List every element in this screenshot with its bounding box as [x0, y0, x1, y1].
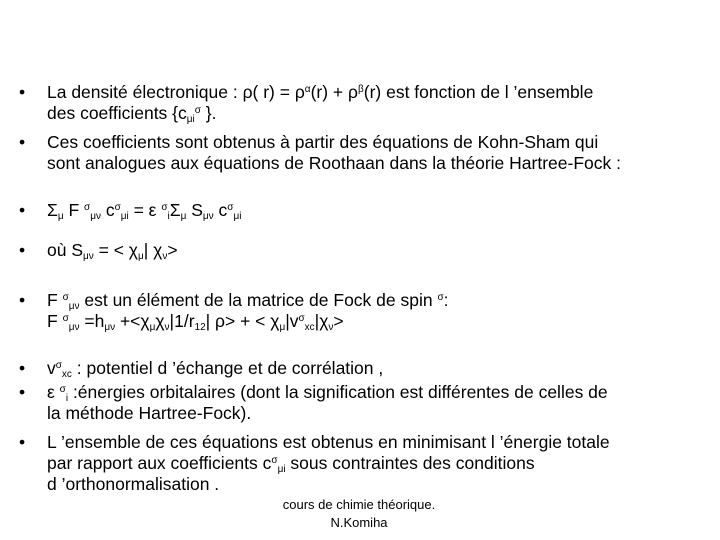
- superscript: σ: [62, 313, 69, 324]
- bullet-marker: •: [19, 432, 26, 452]
- subscript: i: [167, 211, 170, 222]
- subscript: μ: [279, 322, 286, 333]
- subscript: μ: [137, 251, 144, 262]
- bullet-marker: •: [19, 200, 26, 220]
- superscript: σ: [55, 360, 62, 371]
- text-line: $\Sigma_\mu$ F $^\sigma_{\mu\nu}$ $c^\sigma_{\mu i} = \varepsilon$ $^\sigma_i\Sigma_\mu$ $S_{\mu\nu}$ $c^\sigma_{\mu i}$: [47, 200, 242, 222]
- bullet-marker: •: [19, 358, 26, 378]
- bullet-marker: •: [19, 240, 26, 260]
- text-line: $v^\sigma_{xc}$ : potentiel d ’échange et de corrélation ,: [47, 358, 384, 380]
- subscript: μi: [186, 114, 195, 125]
- text-line: Ces coefficients sont obtenus à partir des équations de Kohn-Sham qui: [47, 132, 599, 152]
- subscript: 12: [194, 322, 206, 333]
- bullet-marker: •: [19, 132, 26, 152]
- bullet-marker: •: [19, 290, 26, 310]
- text-line: des coefficients {$c_{\mu i}^\sigma$ }.: [47, 103, 217, 125]
- superscript: σ: [161, 202, 168, 213]
- superscript: σ: [194, 105, 201, 116]
- text-line: par rapport aux coefficients $c^\sigma_{\mu i}$ sous contraintes des conditions: [47, 453, 535, 475]
- bullet-text: [47, 358, 383, 379]
- subscript: μν: [68, 301, 80, 312]
- footer-course: cours de chimie théorique.: [282, 497, 436, 512]
- subscript: μν: [68, 322, 80, 333]
- subscript: ν: [162, 251, 168, 262]
- bullet-text: [47, 82, 593, 124]
- subscript: i: [65, 393, 69, 404]
- superscript: σ: [62, 292, 69, 303]
- subscript: μν: [90, 211, 101, 222]
- text-line: F $^\sigma_{\mu\nu} =h_{\mu\nu} +<\chi_\mu\chi_\nu|1/r_{12}|$ ρ> + < $\chi_\mu|v^\sigma_{xc}|\chi_\nu>$: [47, 311, 344, 333]
- bullet-text: [47, 200, 241, 221]
- text-line: sont analogues aux équations de Roothaan dans la théorie Hartree-Fock :: [47, 153, 621, 173]
- text-line: F $^\sigma_{\mu\nu}$ est un élément de la matrice de Fock de spin $^\sigma$:: [47, 290, 449, 312]
- bullet-text: [47, 132, 621, 174]
- text-line: où $S_{\mu\nu}$ = < $\chi_\mu|$ $\chi_\nu>$: [47, 240, 178, 262]
- footer-author: N.Komiha: [330, 515, 388, 530]
- subscript: ν: [328, 322, 334, 333]
- subscript: xc: [304, 322, 315, 333]
- superscript: σ: [114, 202, 121, 213]
- superscript: σ: [227, 202, 234, 213]
- superscript: σ: [271, 455, 278, 466]
- subscript: μ: [57, 211, 64, 222]
- bullet-text: [47, 382, 608, 424]
- superscript: σ: [59, 384, 66, 395]
- subscript: μν: [104, 322, 116, 333]
- subscript: xc: [61, 369, 72, 380]
- subscript: μi: [233, 211, 242, 222]
- bullet-text: [47, 240, 178, 261]
- bullet-text: [47, 290, 449, 332]
- text-line: L ’ensemble de ces équations est obtenus en minimisant l ’énergie totale: [47, 432, 610, 452]
- subscript: μ: [149, 322, 156, 333]
- text-line: ε $^\sigma_i$ :énergies orbitalaires (dont la signification est différentes de celles de: [47, 382, 608, 404]
- bullet-marker: •: [19, 382, 26, 402]
- superscript: σ: [437, 292, 444, 303]
- bullet-text: [47, 432, 610, 495]
- footer-credit: [254, 496, 464, 532]
- text-line: la méthode Hartree-Fock).: [47, 403, 252, 423]
- superscript: β: [357, 84, 364, 95]
- text-line: d ’orthonormalisation .: [47, 474, 220, 494]
- subscript: μi: [277, 464, 286, 475]
- text-line: La densité électronique : ρ( $r) = \rho^\alpha(r) + \rho^\beta(r)$ est fonction de l ’ensemble: [47, 82, 594, 102]
- subscript: μν: [83, 251, 94, 262]
- subscript: μ: [180, 211, 187, 222]
- superscript: α: [304, 84, 311, 95]
- bullet-marker: •: [19, 82, 26, 102]
- subscript: μν: [202, 211, 214, 222]
- superscript: σ: [298, 313, 305, 324]
- subscript: ν: [164, 322, 170, 333]
- subscript: μi: [120, 211, 129, 222]
- superscript: σ: [84, 202, 91, 213]
